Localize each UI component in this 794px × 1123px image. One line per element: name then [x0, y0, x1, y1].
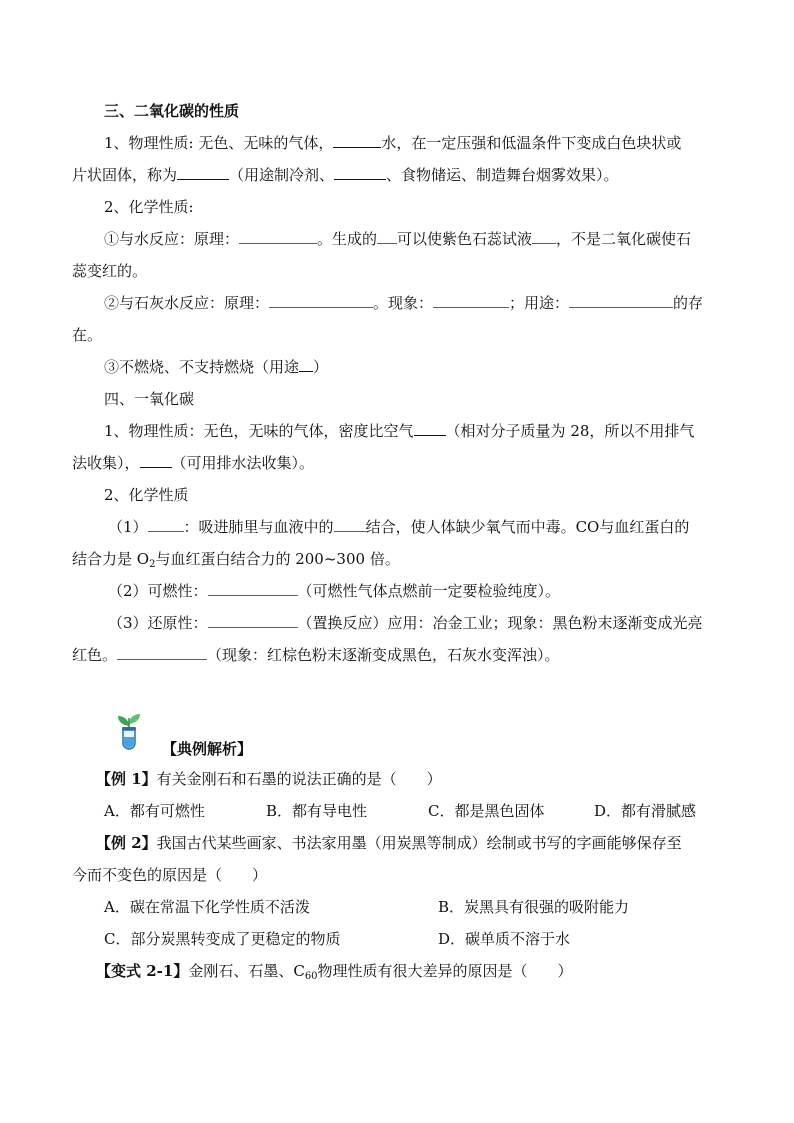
- section4-heading-text: 四、一氧化碳: [104, 390, 195, 408]
- text: 1、物理性质: 无色、无味的气体，: [104, 134, 334, 152]
- text: 2、化学性质:: [104, 198, 194, 216]
- option-text: B．炭黑具有很强的吸附能力: [438, 898, 630, 916]
- option-text: A．碳在常温下化学性质不活泼: [104, 898, 310, 916]
- co2-physical-line2: [72, 164, 619, 186]
- text: （2）可燃性：: [108, 582, 208, 600]
- co2-water-line1: [104, 228, 691, 250]
- text: 我国古代某些画家、书法家用墨（用炭黑等制成）绘制或书写的字画能够保存至: [156, 834, 682, 852]
- text: ②与石灰水反应：原理：: [104, 294, 270, 312]
- blank-field[interactable]: [148, 517, 184, 532]
- text: 红色。: [72, 646, 118, 664]
- text: ①与水反应：原理：: [104, 230, 240, 248]
- co2-limewater-line2: [72, 324, 102, 346]
- example-tag: 【例 1】: [96, 770, 157, 788]
- text: 与血红蛋白结合力的 200~300 倍。: [155, 550, 400, 568]
- co2-chemical-title: [104, 196, 194, 218]
- text: ）: [313, 358, 329, 376]
- co2-water-line2: [72, 260, 147, 282]
- blank-field[interactable]: [532, 229, 556, 244]
- section4-heading: [104, 388, 194, 410]
- example1-option-a[interactable]: [104, 800, 205, 822]
- option-text: C．都是黑色固体: [428, 802, 545, 820]
- text: 水，在一定压强和低温条件下变成白色块状或: [381, 134, 682, 152]
- text: 在。: [72, 326, 103, 344]
- text: （现象：红棕色粉末逐渐变成黑色，石灰水变浑浊）。: [207, 646, 560, 664]
- co-combustibility-line: [108, 580, 560, 602]
- option-text: C．部分炭黑转变成了更稳定的物质: [104, 930, 341, 948]
- example2-question-line2: [72, 864, 267, 886]
- example2-option-b[interactable]: [438, 896, 629, 918]
- text: 、食物储运、制造舞台烟雾效果）。: [386, 166, 619, 184]
- text: ，不是二氧化碳使石: [556, 230, 692, 248]
- example1-question: [96, 768, 442, 790]
- blank-field[interactable]: [414, 421, 446, 436]
- text: 结合力是 O: [72, 550, 150, 568]
- blank-field[interactable]: [334, 165, 386, 180]
- text: （3）还原性：: [108, 614, 208, 632]
- option-text: A．都有可燃性: [104, 802, 205, 820]
- blank-field[interactable]: [140, 453, 172, 468]
- blank-field[interactable]: [299, 357, 313, 372]
- text: （可用排水法收集）。: [171, 454, 315, 472]
- co-physical-line1: [104, 420, 694, 442]
- example1-option-d[interactable]: [594, 800, 696, 822]
- example1-option-b[interactable]: [266, 800, 367, 822]
- blank-field[interactable]: [269, 293, 373, 308]
- subscript: 2: [149, 559, 156, 570]
- text: （用途制冷剂、: [229, 166, 335, 184]
- text: 。现象：: [373, 294, 434, 312]
- text: （1）: [108, 518, 148, 536]
- text: 的存: [673, 294, 704, 312]
- text: 【典例解析】: [162, 740, 253, 758]
- text: 2、化学性质: [104, 486, 189, 504]
- examples-heading: [162, 738, 252, 760]
- co-reduction-line2: [72, 644, 560, 666]
- example-tag: 【变式 2-1】: [96, 962, 189, 980]
- blank-field[interactable]: [333, 133, 381, 148]
- text: 片状固体，称为: [72, 166, 178, 184]
- subscript: 60: [304, 971, 318, 982]
- text: 法收集），: [72, 454, 140, 472]
- co2-limewater-line1: [104, 292, 703, 314]
- section3-heading: [104, 100, 239, 122]
- text: ；用途：: [509, 294, 570, 312]
- variant-2-1-question: [96, 960, 573, 988]
- blank-field[interactable]: [239, 229, 317, 244]
- text: 物理性质有很大差异的原因是（ ）: [317, 962, 573, 980]
- example2-option-c[interactable]: [104, 928, 340, 950]
- example2-question-line1: [96, 832, 682, 854]
- text: （可燃性气体点燃前一定要检验纯度）。: [297, 582, 561, 600]
- co-physical-line2: [72, 452, 314, 474]
- co2-nocombustion-line: [104, 356, 328, 378]
- text: 可以使紫色石蕊试液: [397, 230, 533, 248]
- text: 今而不变色的原因是（ ）: [72, 866, 268, 884]
- blank-field[interactable]: [177, 165, 229, 180]
- co-chemical-title: [104, 484, 189, 506]
- text: （相对分子质量为 28，所以不用排气: [445, 422, 695, 440]
- blank-field[interactable]: [208, 613, 298, 628]
- blank-field[interactable]: [377, 229, 397, 244]
- example-tag: 【例 2】: [96, 834, 157, 852]
- co2-physical-line1: [104, 132, 681, 154]
- blank-field[interactable]: [117, 645, 207, 660]
- blank-field[interactable]: [208, 581, 298, 596]
- co-toxicity-line2: [72, 548, 400, 576]
- blank-field[interactable]: [433, 293, 509, 308]
- text: 。生成的: [317, 230, 378, 248]
- co-toxicity-line1: [108, 516, 689, 538]
- blank-field[interactable]: [334, 517, 366, 532]
- text: 金刚石、石墨、C: [188, 962, 305, 980]
- example1-option-c[interactable]: [428, 800, 544, 822]
- section3-heading-text: 三、二氧化碳的性质: [104, 102, 240, 120]
- example2-option-d[interactable]: [438, 928, 570, 950]
- option-text: D．碳单质不溶于水: [438, 930, 571, 948]
- text: （置换反应）应用：冶金工业；现象：黑色粉末逐渐变成光亮: [297, 614, 703, 632]
- text: 蕊变红的。: [72, 262, 148, 280]
- example2-option-a[interactable]: [104, 896, 310, 918]
- text: 1、物理性质：无色，无味的气体，密度比空气: [104, 422, 414, 440]
- blank-field[interactable]: [569, 293, 673, 308]
- option-text: D．都有滑腻感: [594, 802, 697, 820]
- text: ③不燃烧、不支持燃烧（用途: [104, 358, 300, 376]
- text: 结合，使人体缺少氧气而中毒。CO与血红蛋白的: [365, 518, 690, 536]
- option-text: B．都有导电性: [266, 802, 368, 820]
- co-reduction-line1: [108, 612, 703, 634]
- text: ：吸进肺里与血液中的: [183, 518, 334, 536]
- seedling-test-tube-icon: [114, 710, 144, 750]
- text: 有关金刚石和石墨的说法正确的是（ ）: [156, 770, 442, 788]
